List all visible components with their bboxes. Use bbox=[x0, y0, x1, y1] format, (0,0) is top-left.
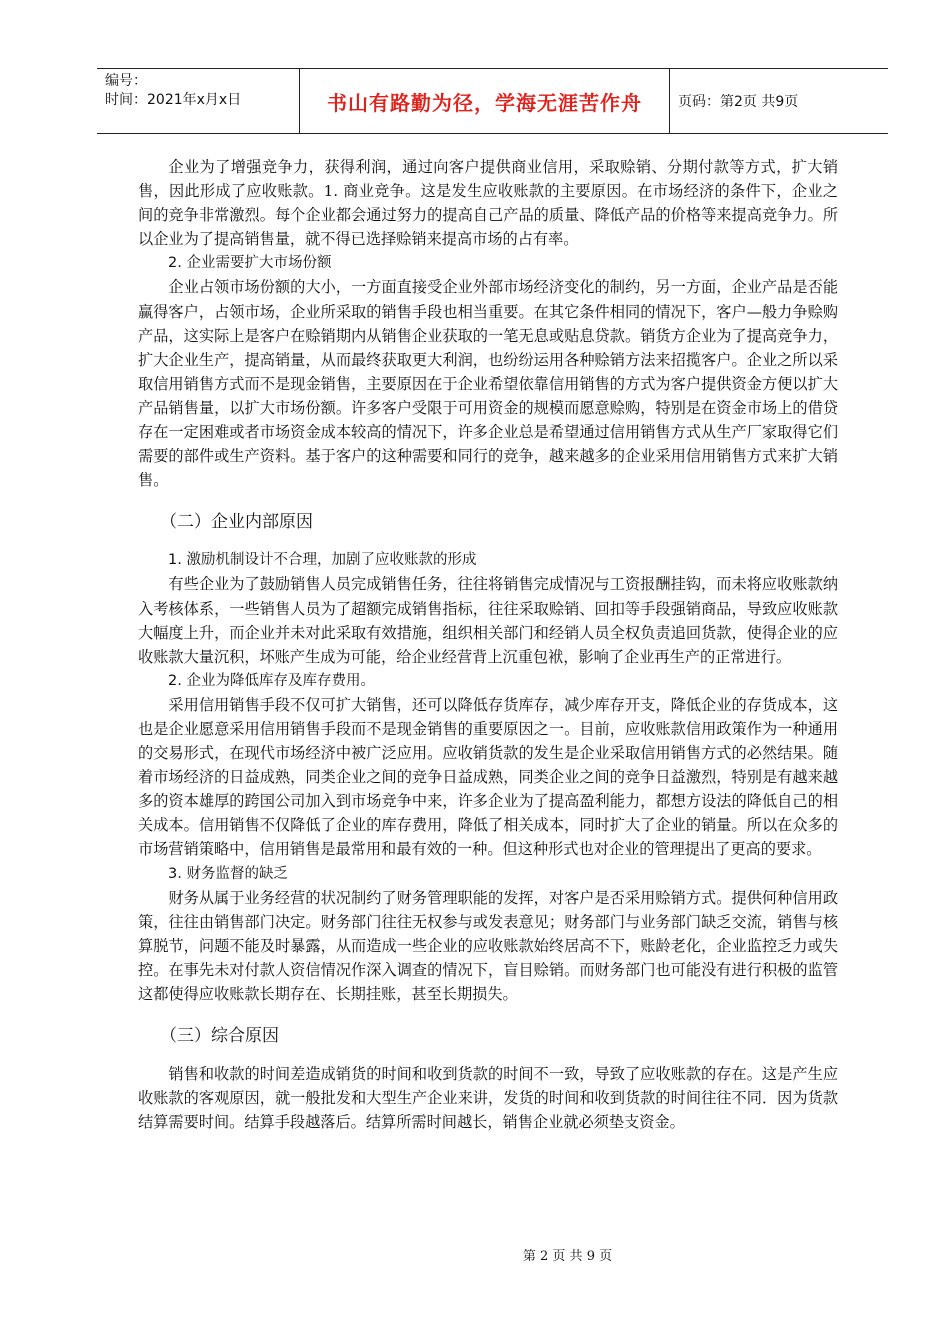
paragraph-market-share: 企业占领市场份额的大小，一方面直接受企业外部市场经济变化的制约，另一方面，企业产品是否能赢得客户，占领市场，企业所采取的销售手段也相当重要。在其它条件相同的情况下，客户—般力争赊购产品，这实际上是客户在赊销期内从销售企业获取的一笔无息或贴息贷款。销货方企业为了提高竞争力，扩大企业生产，提高销量，从而最终获取更大利润，也纷纷运用各种赊销方法来招揽客户。企业之所以采取信用销售方式而不是现金销售，主要原因在于企业希望依靠信用销售的方式为客户提供资金方便以扩大产品销售量，以扩大市场份额。许多客户受限于可用资金的规模而愿意赊购，特别是在资金市场上的借贷存在一定困难或者市场资金成本较高的情况下，许多企业总是希望通过信用销售方式从生产厂家取得它们需要的部件或生产资料。基于客户的这种需要和同行的竞争，越来越多的企业采用信用销售方式来扩大销售。 bbox=[138, 278, 838, 490]
subheading-incentive-mechanism: 1. 激励机制设计不合理，加剧了应收账款的形成 bbox=[168, 552, 477, 569]
paragraph-inventory: 采用信用销售手段不仅可扩大销售，还可以降低存货库存，减少库存开支，降低企业的存货成本，这也是企业愿意采用信用销售手段而不是现金销售的重要原因之一。目前，应收账款信用政策作为一种通用的交易形式，在现代市场经济中被广泛应用。应收销货款的发生是企业采取信用销售方式的必然结果。随着市场经济的日益成熟，同类企业之间的竞争日益成熟，同类企业之间的竞争日益激烈，特别是有越来越多的资本雄厚的跨国公司加入到市场竞争中来，许多企业为了提高盈利能力，都想方设法的降低自己的相关成本。信用销售不仅降低了企业的库存费用，降低了相关成本，同时扩大了企业的销量。所以在众多的市场营销策略中，信用销售是最常用和最有效的一种。但这种形式也对企业的管理提出了更高的要求。 bbox=[138, 695, 838, 859]
paragraph-commercial-competition: 企业为了增强竞争力，获得利润，通过向客户提供商业信用，采取赊销、分期付款等方式，扩大销售，因此形成了应收账款。1. 商业竞争。这是发生应收账款的主要原因。在市场经济的条件下，企业之间的竞争非常激烈。每个企业都会通过努力的提高自己产品的质量、降低产品的价格等来提高竞争力。所以企业为了提高销售量，就不得已选择赊销来提高市场的占有率。 bbox=[138, 158, 838, 249]
subheading-inventory: 2. 企业为降低库存及库存费用。 bbox=[168, 672, 375, 689]
paragraph-financial-supervision: 财务从属于业务经营的状况制约了财务管理职能的发挥，对客户是否采用赊销方式。提供何种信用政策，往往由销售部门决定。财务部门往往无权参与或发表意见；财务部门与业务部门缺乏交流，销售与核算脱节，问题不能及时暴露，从而造成一些企业的应收账款始终居高不下，账龄老化，企业监控乏力或失控。在事先未对付款人资信情况作深入调查的情况下，盲目赊销。而财务部门也可能没有进行积极的监管这都使得应收账款长期存在、长期挂账，甚至长期损失。 bbox=[138, 888, 838, 1003]
page-header bbox=[97, 68, 888, 134]
section-heading-internal-reasons: （二）企业内部原因 bbox=[160, 512, 313, 533]
subheading-market-share: 2. 企业需要扩大市场份额 bbox=[168, 255, 332, 272]
paragraph-incentive-mechanism: 有些企业为了鼓励销售人员完成销售任务，往往将销售完成情况与工资报酬挂钩，而未将应收账款纳入考核体系，一些销售人员为了超额完成销售指标，往往采取赊销、回扣等手段强销商品，导致应收账款大幅度上升，而企业并未对此采取有效措施，组织相关部门和经销人员全权负责追回货款，使得企业的应收账款大量沉积，坏账产生成为可能，给企业经营背上沉重包袱，影响了企业再生产的正常进行。 bbox=[138, 575, 838, 666]
document-body bbox=[138, 155, 838, 1134]
subheading-financial-supervision: 3. 财务监督的缺乏 bbox=[168, 865, 288, 882]
page-footer: 第 2 页 共 9 页 bbox=[522, 1249, 613, 1264]
header-meta bbox=[97, 69, 300, 133]
header-motto: 书山有路勤为径，学海无涯苦作舟 bbox=[300, 69, 670, 133]
section-heading-combined-reasons: （三）综合原因 bbox=[160, 1026, 279, 1047]
document-time: 时间：2021年x月x日 bbox=[105, 92, 242, 108]
header-page-info: 页码：第2页 共9页 bbox=[678, 94, 799, 110]
document-number-label: 编号： bbox=[105, 73, 147, 89]
paragraph-combined-reasons: 销售和收款的时间差造成销货的时间和收到货款的时间不一致，导致了应收账款的存在。这是产生应收账款的客观原因，就一般批发和大型生产企业来讲，发货的时间和收到货款的时间往往不同．因为货款结算需要时间。结算手段越落后。结算所需时间越长，销售企业就必须垫支资金。 bbox=[138, 1065, 838, 1132]
